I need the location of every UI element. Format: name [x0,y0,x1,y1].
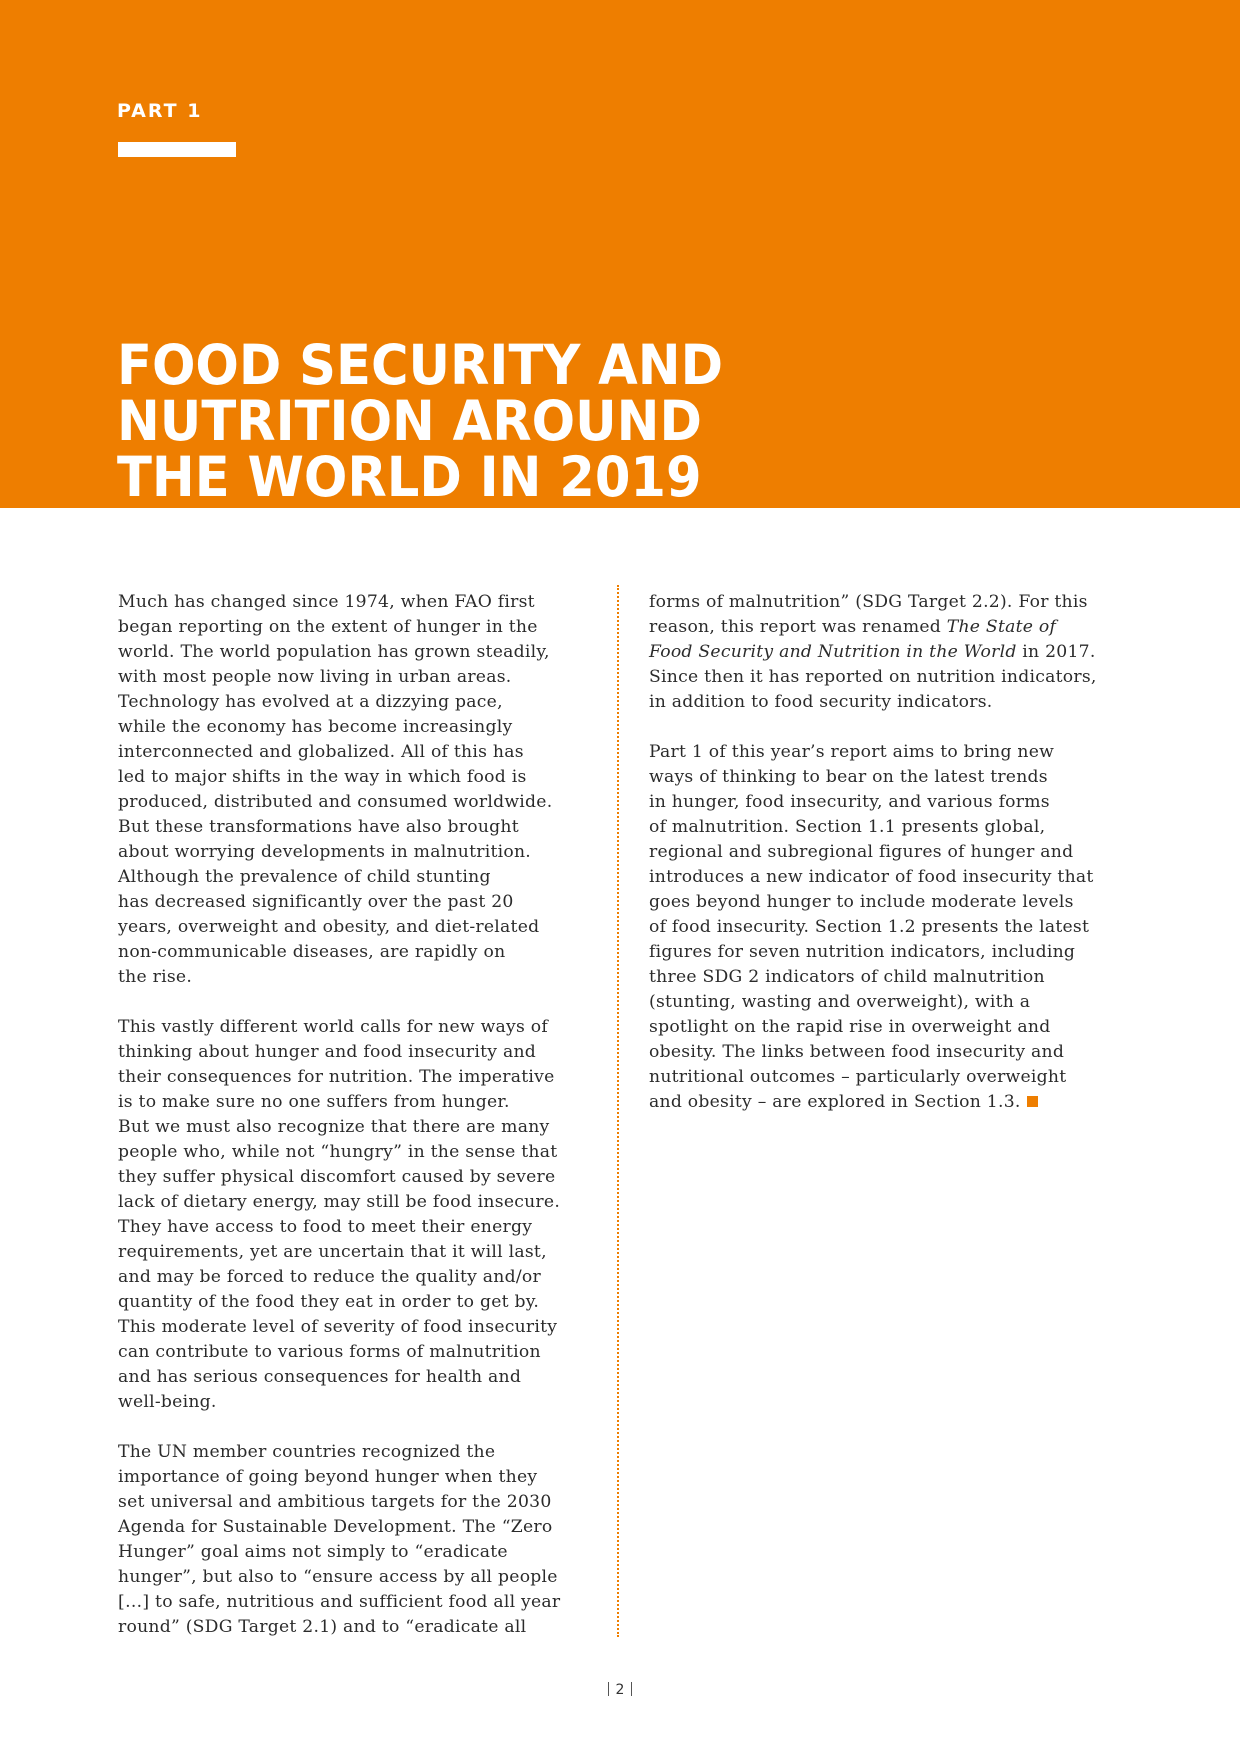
text-line: spotlight on the rapid rise in overweight and [649,1017,1051,1037]
title-line: THE WORLD IN 2019 [117,445,702,508]
text-line: their consequences for nutrition. The imperative [118,1067,555,1087]
text-line: But these transformations have also brought [118,817,519,837]
text-line: and obesity – are explored in Section 1.3. [649,1090,1125,1115]
text-line [649,615,1125,640]
right-column [649,590,1125,1140]
text-line: has decreased significantly over the past 20 [118,892,514,912]
text-line: figures for seven nutrition indicators, including [649,942,1076,962]
text-line: regional and subregional figures of hunger and [649,842,1074,862]
report-title-italic: The State of [946,617,1057,637]
page-number-value: 2 [615,1682,625,1698]
text-line: introduces a new indicator of food insecurity that [649,867,1094,887]
text-line: the rise. [118,967,193,987]
text-line: in addition to food security indicators. [649,692,993,712]
paragraph [118,1015,592,1415]
text-line: led to major shifts in the way in which food is [118,767,527,787]
left-column [118,590,592,1665]
text-line: importance of going beyond hunger when they [118,1467,538,1487]
text-line: Much has changed since 1974, when FAO first [118,592,535,612]
text-line: ways of thinking to bear on the latest trends [649,767,1048,787]
text-line: obesity. The links between food insecurity and [649,1042,1065,1062]
chapter-header [0,0,1240,508]
text-line: This moderate level of severity of food insecurity [118,1317,558,1337]
paragraph [649,740,1125,1115]
page-number [0,1682,1240,1698]
text-line: interconnected and globalized. All of this has [118,742,524,762]
paragraph [649,590,1125,715]
text-line: three SDG 2 indicators of child malnutrition [649,967,1045,987]
text-line: began reporting on the extent of hunger in the [118,617,538,637]
part-rule [118,142,236,157]
text-run: in 2017. [1016,642,1096,662]
text-line: requirements, yet are uncertain that it will last, [118,1242,547,1262]
text-line: round” (SDG Target 2.1) and to “eradicate all [118,1617,527,1637]
text-line: and may be forced to reduce the quality and/or [118,1267,541,1287]
text-line [649,640,1125,665]
text-line: They have access to food to meet their energy [118,1217,533,1237]
title-line: NUTRITION AROUND [117,389,702,453]
page-number-bar [631,1682,632,1696]
text-line: Part 1 of this year’s report aims to bring new [649,742,1055,762]
text-line: Although the prevalence of child stunting [118,867,491,887]
column-divider [617,585,619,1637]
text-line: But we must also recognize that there are many [118,1117,550,1137]
part-label: PART 1 [117,100,203,122]
text-line: world. The world population has grown steadily, [118,642,550,662]
text-line: Since then it has reported on nutrition indicators, [649,667,1097,687]
text-line: Technology has evolved at a dizzying pace, [118,692,503,712]
text-line: people who, while not “hungry” in the sense that [118,1142,558,1162]
paragraph [118,590,592,990]
report-title-italic: Food Security and Nutrition in the World [649,642,1017,662]
text-line: nutritional outcomes – particularly overweight [649,1067,1067,1087]
text-line: quantity of the food they eat in order to get by. [118,1292,540,1312]
text-line: years, overweight and obesity, and diet-related [118,917,540,937]
text-line: lack of dietary energy, may still be food insecure. [118,1192,561,1212]
text-run: reason, this report was renamed [649,617,947,637]
text-line: goes beyond hunger to include moderate levels [649,892,1074,912]
chapter-title [117,333,954,508]
page-number-bar [608,1682,609,1696]
text-line: with most people now living in urban areas. [118,667,512,687]
text-line: they suffer physical discomfort caused by severe [118,1167,556,1187]
text-line: and has serious consequences for health and [118,1367,522,1387]
text-line: in hunger, food insecurity, and various forms [649,792,1050,812]
paragraph [118,1440,592,1640]
text-line: Agenda for Sustainable Development. The “Zero [118,1517,553,1537]
text-line: thinking about hunger and food insecurity and [118,1042,537,1062]
text-line: This vastly different world calls for new ways of [118,1017,548,1037]
text-line: The UN member countries recognized the [118,1442,496,1462]
text-line: while the economy has become increasingly [118,717,513,737]
text-line: is to make sure no one suffers from hunger. [118,1092,510,1112]
text-line: (stunting, wasting and overweight), with a [649,992,1031,1012]
text-line: produced, distributed and consumed worldwide. [118,792,553,812]
text-line: of food insecurity. Section 1.2 presents the latest [649,917,1090,937]
text-line: of malnutrition. Section 1.1 presents global, [649,817,1046,837]
text-line: non-communicable diseases, are rapidly on [118,942,506,962]
text-line: about worrying developments in malnutrition. [118,842,532,862]
title-line: FOOD SECURITY AND [117,333,724,397]
end-mark-square [1027,1096,1038,1107]
text-line: […] to safe, nutritious and sufficient food all year [118,1592,561,1612]
text-line: set universal and ambitious targets for the 2030 [118,1492,552,1512]
text-line: can contribute to various forms of malnutrition [118,1342,541,1362]
text-line: Hunger” goal aims not simply to “eradicate [118,1542,508,1562]
text-line: hunger”, but also to “ensure access by all people [118,1567,558,1587]
text-line: forms of malnutrition” (SDG Target 2.2). For this [649,592,1088,612]
text-line: well-being. [118,1392,217,1412]
